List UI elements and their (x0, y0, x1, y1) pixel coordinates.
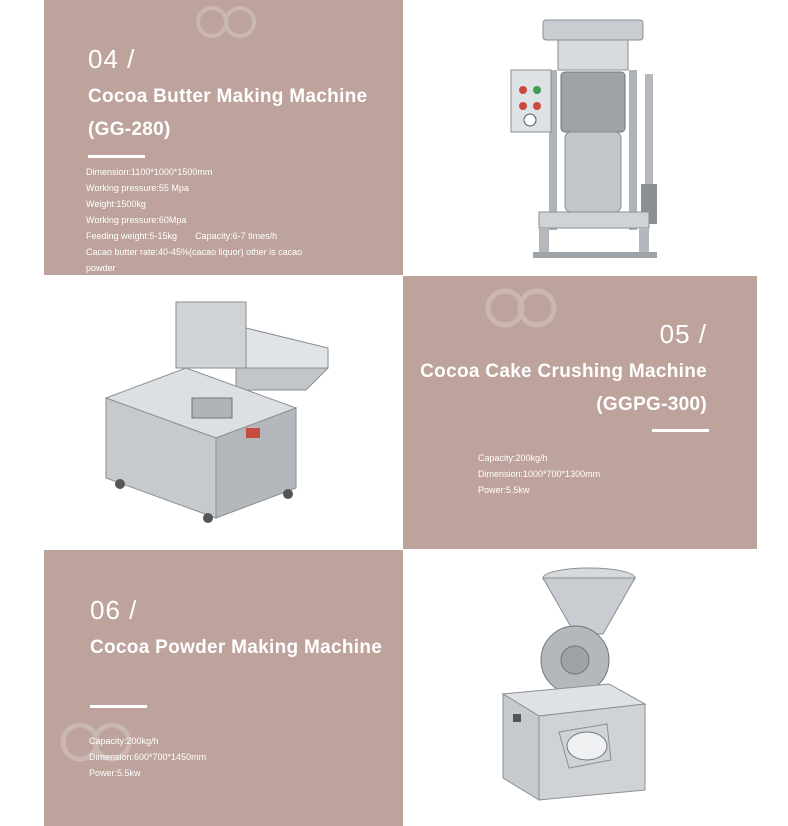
spec-line: Cacao butter rate:40-45%(cacao liquor) other is cacao (86, 247, 303, 257)
spec-line: Power:5.5kw (478, 485, 530, 495)
spec-line: Dimension:1100*1000*1500mm (86, 167, 213, 177)
spec-line: powder (86, 263, 116, 273)
spec-line: Capacity:200kg/h (89, 736, 159, 746)
section-04-specs (86, 164, 302, 275)
gg-watermark-icon (483, 284, 559, 332)
section-06-image-panel (403, 550, 757, 826)
spec-line: Feeding weight:5-15kg Capacity:6-7 times/h (86, 231, 278, 241)
spec-line: Working pressure:60Mpa (86, 215, 187, 225)
spec-line: Dimension:600*700*1450mm (89, 752, 207, 762)
section-06-specs (89, 733, 206, 781)
section-04-image-panel (403, 0, 757, 275)
section-04-title (88, 80, 367, 146)
spec-line: Weight:1500kg (86, 199, 146, 209)
section-04-number: 04 / (88, 44, 136, 74)
section-05-image-panel (44, 276, 403, 549)
section-06-title-line1: Cocoa Powder Making Machine (90, 637, 383, 658)
section-04-title-line1: Cocoa Butter Making Machine (88, 86, 368, 107)
section-05-divider (652, 429, 709, 432)
spec-line: Power:5.5kw (89, 768, 141, 778)
section-04-text-panel (44, 0, 403, 275)
spec-line: Working pressure:55 Mpa (86, 183, 189, 193)
section-04-divider (88, 155, 145, 158)
section-06-title (90, 631, 382, 664)
section-05-number: 05 / (659, 319, 707, 349)
section-05-model: (GGPG-300) (596, 394, 707, 415)
section-05-specs (478, 450, 600, 498)
hydraulic-oil-press-icon (503, 14, 673, 264)
gg-watermark-icon (194, 2, 258, 42)
spec-line: Capacity:200kg/h (478, 453, 548, 463)
section-06-text-panel (44, 550, 403, 826)
section-04-model: (GG-280) (88, 119, 171, 140)
section-05-title-line1: Cocoa Cake Crushing Machine (420, 361, 707, 382)
section-06-divider (90, 705, 147, 708)
section-06-number: 06 / (90, 595, 138, 625)
cake-crusher-icon (96, 298, 336, 528)
section-05-text-panel (403, 276, 757, 549)
section-05-title (420, 355, 707, 421)
powder-grinder-icon (499, 564, 649, 814)
spec-line: Dimension:1000*700*1300mm (478, 469, 601, 479)
